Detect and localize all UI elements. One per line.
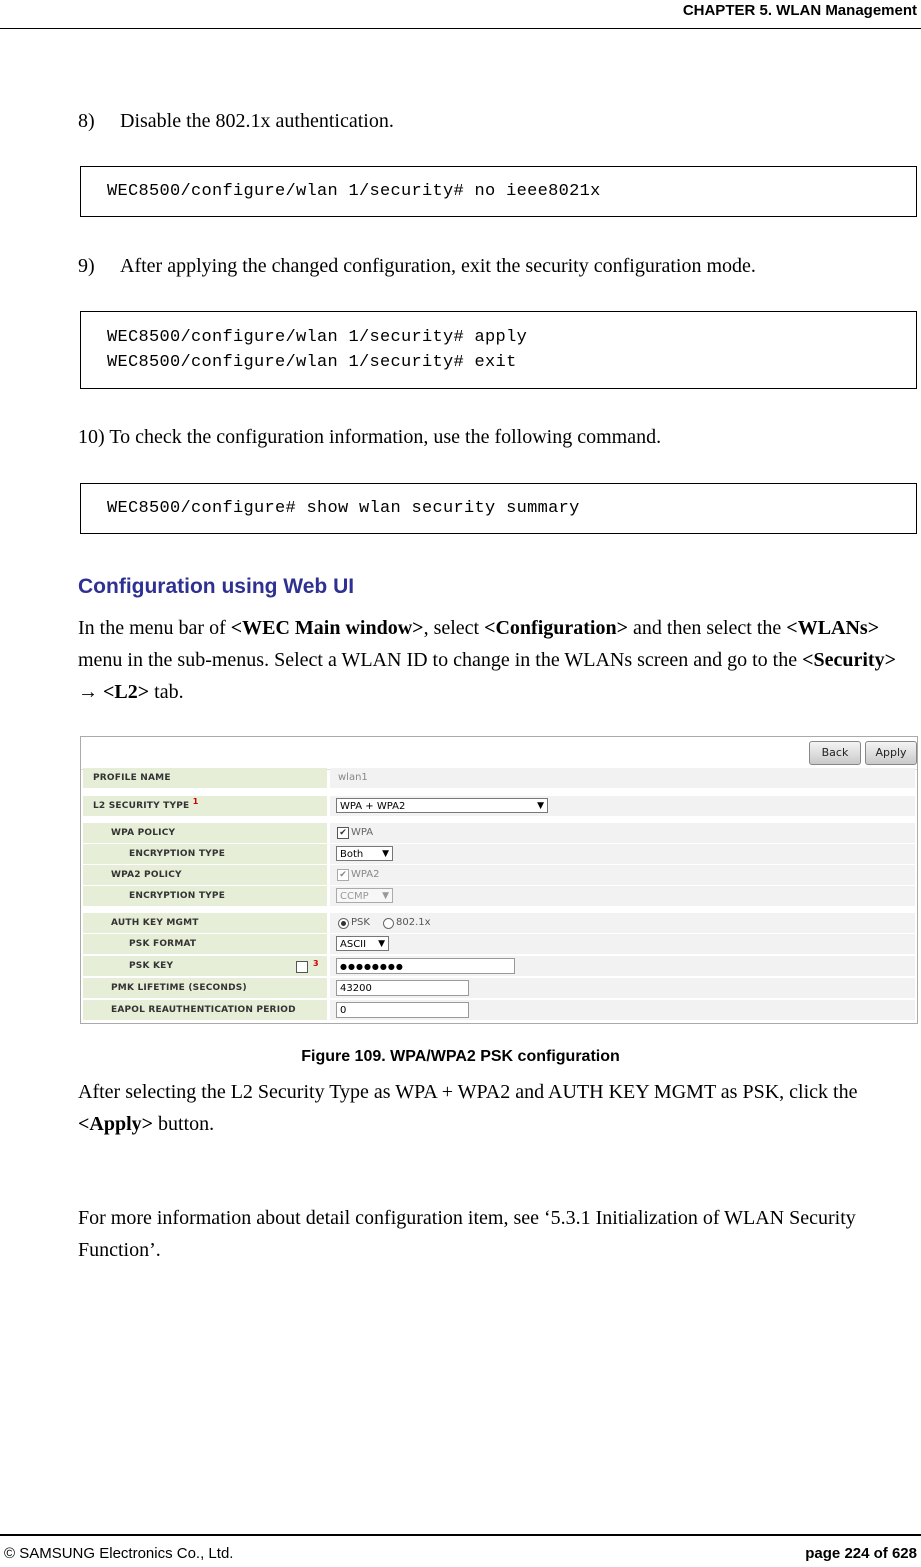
page-footer bbox=[0, 1534, 921, 1567]
text-run-bold: <Apply> bbox=[78, 1113, 154, 1135]
step-number: 10) bbox=[78, 426, 105, 448]
step-text: After applying the changed configuration, exit the security configuration mode. bbox=[120, 255, 756, 277]
apply-button[interactable]: Apply bbox=[865, 741, 917, 765]
text-run: tab. bbox=[149, 681, 184, 703]
label-text: PSK KEY bbox=[129, 961, 174, 971]
text-run: , select bbox=[423, 617, 485, 639]
after-paragraph bbox=[78, 1076, 898, 1140]
wpa-checkbox[interactable]: ✔ bbox=[337, 827, 349, 839]
back-button[interactable]: Back bbox=[809, 741, 861, 765]
code-line: WEC8500/configure/wlan 1/security# exit bbox=[107, 353, 517, 372]
text-run-bold: <WLANs> bbox=[786, 617, 880, 639]
row-label bbox=[83, 956, 327, 976]
page-header bbox=[0, 0, 921, 29]
row-wpa-policy bbox=[83, 823, 915, 843]
text-run-bold: <Security> bbox=[802, 649, 896, 671]
code-line: WEC8500/configure/wlan 1/security# apply bbox=[107, 328, 528, 347]
eapol-period-input[interactable]: 0 bbox=[336, 1002, 469, 1018]
chapter-title: CHAPTER 5. WLAN Management bbox=[682, 2, 917, 19]
row-label: PSK FORMAT bbox=[83, 934, 327, 954]
code-line: WEC8500/configure# show wlan security summary bbox=[107, 499, 580, 518]
select-value: WPA + WPA2 bbox=[340, 801, 406, 812]
arrow-icon: → bbox=[78, 681, 103, 703]
row-encryption-type-1 bbox=[83, 844, 915, 864]
more-info-paragraph: For more information about detail configuration item, see ‘5.3.1 Initialization of WLAN Security Function’. bbox=[78, 1207, 856, 1261]
copyright: © SAMSUNG Electronics Co., Ltd. bbox=[4, 1545, 234, 1562]
wpa-checkbox-label: WPA bbox=[351, 827, 374, 838]
label-text: L2 SECURITY TYPE bbox=[93, 801, 190, 811]
code-block-2 bbox=[80, 311, 917, 389]
page-number: page 224 of 628 bbox=[805, 1545, 917, 1562]
row-label: AUTH KEY MGMT bbox=[83, 913, 327, 933]
row-label: ENCRYPTION TYPE bbox=[83, 844, 327, 864]
wpa-encryption-select[interactable] bbox=[336, 846, 393, 861]
chevron-down-icon: ▼ bbox=[382, 849, 389, 859]
step-9 bbox=[78, 255, 756, 278]
text-run-bold: <Configuration> bbox=[484, 617, 629, 639]
wpa2-checkbox[interactable]: ✔ bbox=[337, 869, 349, 881]
dot1x-radio-label: 802.1x bbox=[396, 917, 431, 928]
row-psk-format bbox=[83, 934, 915, 954]
pmk-lifetime-input[interactable]: 43200 bbox=[336, 980, 469, 996]
row-value bbox=[330, 823, 915, 843]
row-auth-key-mgmt bbox=[83, 913, 915, 933]
row-label: PROFILE NAME bbox=[83, 768, 327, 788]
row-label: PMK LIFETIME (SECONDS) bbox=[83, 978, 327, 998]
callout-marker: 3 bbox=[313, 959, 319, 968]
step-text: Disable the 802.1x authentication. bbox=[120, 110, 394, 132]
show-key-checkbox[interactable] bbox=[296, 961, 308, 973]
row-label: WPA POLICY bbox=[83, 823, 327, 843]
psk-radio[interactable] bbox=[338, 918, 349, 929]
text-run: button. bbox=[153, 1113, 215, 1135]
text-run-bold: <WEC Main window> bbox=[230, 617, 424, 639]
psk-format-select[interactable] bbox=[336, 936, 389, 951]
text-run-bold: <L2> bbox=[103, 681, 150, 703]
chevron-down-icon: ▼ bbox=[378, 939, 385, 949]
row-encryption-type-2 bbox=[83, 886, 915, 906]
row-label bbox=[83, 796, 327, 816]
psk-key-input[interactable]: ●●●●●●●● bbox=[336, 958, 515, 974]
step-number: 9) bbox=[78, 255, 95, 277]
l2-security-type-select[interactable] bbox=[336, 798, 548, 813]
step-10 bbox=[78, 426, 661, 449]
psk-radio-label: PSK bbox=[351, 917, 370, 928]
row-value bbox=[330, 956, 915, 976]
row-value bbox=[330, 886, 915, 906]
chevron-down-icon: ▼ bbox=[537, 801, 544, 811]
select-value: Both bbox=[340, 849, 364, 860]
intro-paragraph bbox=[78, 612, 898, 708]
row-wpa2-policy bbox=[83, 865, 915, 885]
panel-toolbar bbox=[81, 737, 917, 770]
code-block-3 bbox=[80, 483, 917, 534]
row-value bbox=[330, 768, 915, 788]
row-label: WPA2 POLICY bbox=[83, 865, 327, 885]
row-value bbox=[330, 796, 915, 816]
section-heading: Configuration using Web UI bbox=[78, 575, 355, 598]
text-run: menu in the sub-menus. Select a WLAN ID to change in the WLANs screen and go to the bbox=[78, 649, 803, 671]
figure-caption: Figure 109. WPA/WPA2 PSK configuration bbox=[301, 1048, 620, 1065]
row-profile-name bbox=[83, 768, 915, 788]
row-pmk-lifetime bbox=[83, 978, 915, 998]
row-label: ENCRYPTION TYPE bbox=[83, 886, 327, 906]
row-l2-security-type bbox=[83, 796, 915, 816]
chevron-down-icon: ▼ bbox=[382, 891, 389, 901]
select-value: ASCII bbox=[340, 939, 367, 950]
profile-name-value: wlan1 bbox=[338, 772, 368, 783]
step-8 bbox=[78, 110, 394, 133]
row-value bbox=[330, 934, 915, 954]
row-value bbox=[330, 978, 915, 998]
row-value bbox=[330, 844, 915, 864]
row-psk-key bbox=[83, 956, 915, 976]
code-block-1 bbox=[80, 166, 917, 217]
row-value bbox=[330, 1000, 915, 1020]
row-eapol-period bbox=[83, 1000, 915, 1020]
step-number: 8) bbox=[78, 110, 95, 132]
select-value: CCMP bbox=[340, 891, 369, 902]
text-run: and then select the bbox=[628, 617, 787, 639]
callout-marker: 1 bbox=[192, 797, 199, 806]
wpa2-encryption-select[interactable] bbox=[336, 888, 393, 903]
row-value bbox=[330, 913, 915, 933]
dot1x-radio[interactable] bbox=[383, 918, 394, 929]
wpa2-checkbox-label: WPA2 bbox=[351, 869, 380, 880]
step-text: To check the configuration information, use the following command. bbox=[109, 426, 662, 448]
row-value bbox=[330, 865, 915, 885]
security-l2-screenshot bbox=[80, 736, 918, 1024]
code-line: WEC8500/configure/wlan 1/security# no ieee8021x bbox=[107, 182, 601, 201]
text-run: In the menu bar of bbox=[78, 617, 231, 639]
text-run: After selecting the L2 Security Type as WPA + WPA2 and AUTH KEY MGMT as PSK, click the bbox=[78, 1081, 858, 1103]
row-label: EAPOL REAUTHENTICATION PERIOD bbox=[83, 1000, 327, 1020]
